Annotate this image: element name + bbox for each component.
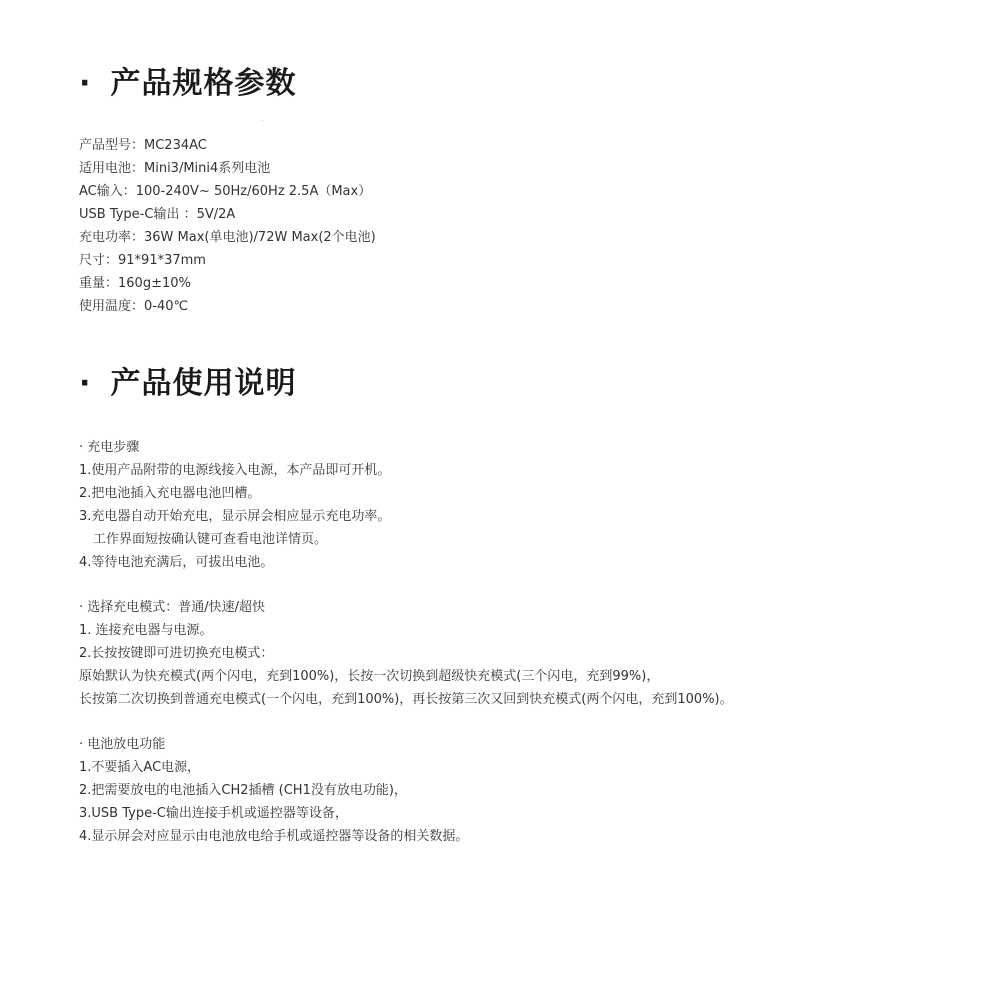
spec-item-weight: 重量：160g±10%: [79, 276, 191, 291]
spec-item-battery: 适用电池：Mini3/Mini4系列电池: [79, 161, 271, 176]
charge-mode-heading: · 选择充电模式：普通/快速/超快: [79, 600, 266, 615]
charging-steps-heading: · 充电步骤: [79, 440, 140, 455]
charging-step-line: 1.使用产品附带的电源线接入电源，本产品即可开机。: [79, 463, 391, 478]
specs-section-title: [79, 64, 296, 104]
charging-step-line: 工作界面短按确认键可查看电池详情页。: [93, 532, 328, 547]
charge-mode-block: [79, 596, 733, 711]
usage-section-title: [79, 364, 296, 404]
charge-mode-line: 2.长按按键即可进切换充电模式：: [79, 646, 274, 661]
decorative-dot: [262, 120, 263, 121]
spec-item-usb-output: USB Type-C输出 ：5V/2A: [79, 207, 236, 222]
charging-step-line: 3.充电器自动开始充电，显示屏会相应显示充电功率。: [79, 509, 391, 524]
spec-item-ac-input: AC输入：100-240V~ 50Hz/60Hz 2.5A（Max）: [79, 184, 372, 199]
spec-item-model: 产品型号：MC234AC: [79, 138, 207, 153]
discharge-line: 1.不要插入AC电源，: [79, 760, 201, 775]
usage-title-bullet: ·: [79, 366, 92, 401]
discharge-line: 3.USB Type-C输出连接手机或遥控器等设备，: [79, 806, 348, 821]
spec-item-temperature: 使用温度：0-40℃: [79, 299, 189, 314]
charging-steps-block: [79, 436, 390, 574]
usage-title-text: 产品使用说明: [110, 366, 297, 401]
charge-mode-line: 1. 连接充电器与电源。: [79, 623, 213, 638]
charge-mode-line: 原始默认为快充模式(两个闪电，充到100%)，长按一次切换到超级快充模式(三个闪电，充到99%)，: [79, 669, 660, 684]
spec-list: [79, 134, 376, 318]
spec-item-size: 尺寸：91*91*37mm: [79, 253, 206, 268]
discharge-heading: · 电池放电功能: [79, 737, 166, 752]
spec-item-power: 充电功率：36W Max(单电池)/72W Max(2个电池): [79, 230, 376, 245]
specs-title-bullet: ·: [79, 66, 92, 101]
discharge-line: 4.显示屏会对应显示由电池放电给手机或遥控器等设备的相关数据。: [79, 829, 469, 844]
charging-step-line: 2.把电池插入充电器电池凹槽。: [79, 486, 261, 501]
charge-mode-line: 长按第二次切换到普通充电模式(一个闪电，充到100%)，再长按第三次又回到快充模式(两个闪电，充到100%)。: [79, 692, 733, 707]
discharge-line: 2.把需要放电的电池插入CH2插槽 (CH1没有放电功能)，: [79, 783, 407, 798]
specs-title-text: 产品规格参数: [110, 66, 297, 101]
discharge-block: [79, 733, 468, 848]
charging-step-line: 4.等待电池充满后，可拔出电池。: [79, 555, 274, 570]
